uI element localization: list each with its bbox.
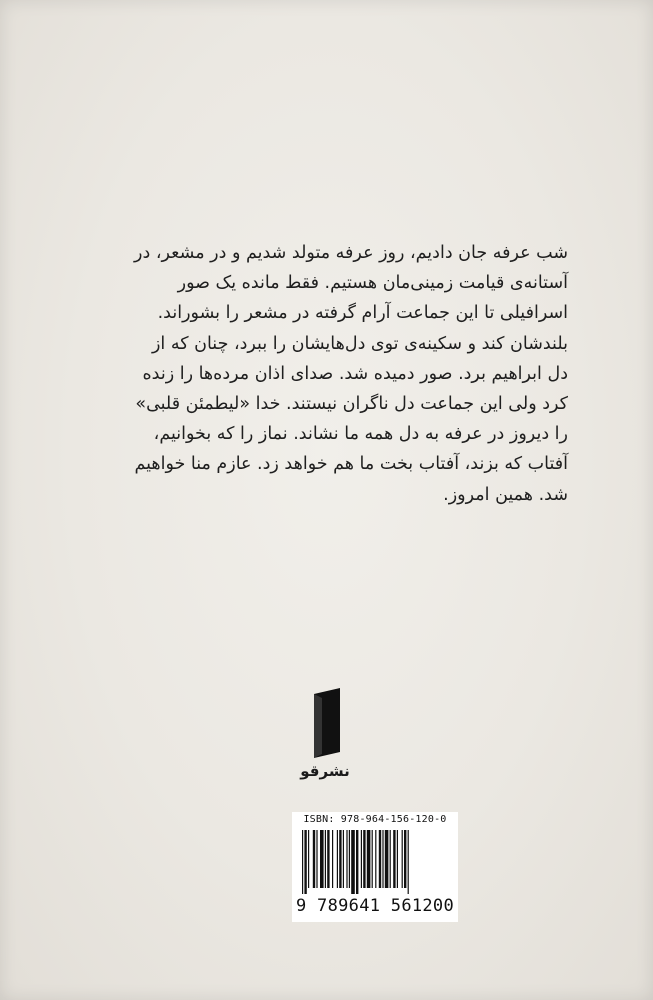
barcode-bar	[325, 830, 326, 888]
blurb-line: آستانه‌ی قیامت زمینی‌مان هستیم. فقط مانده یک صور	[177, 273, 568, 294]
blurb-line: کرد ولی این جماعت دل ناگران نیستند. خدا «لیطمئن قلبی»	[135, 394, 568, 415]
barcode-bar	[393, 830, 395, 888]
blurb-line: آفتاب که بزند، آفتاب بخت ما هم خواهد زد. عازم منا خواهیم	[134, 454, 568, 475]
barcode-bar	[356, 830, 358, 894]
barcode-bar	[379, 830, 381, 888]
barcode-bar	[397, 830, 398, 888]
ean-digits: 9 789641 561200	[295, 896, 455, 916]
blurb-line: بلندشان کند و سکینه‌ی توی دل‌هایشان را ببرد، چنان که از	[151, 333, 568, 354]
blurb-line: دل ابراهیم برد. صور دمیده شد. صدای اذان مرده‌ها را زنده	[142, 363, 568, 384]
barcode-label	[292, 812, 458, 922]
barcode-bar	[346, 830, 347, 888]
barcode-bar	[361, 830, 362, 888]
barcode-bar	[304, 830, 306, 894]
barcode-bar	[343, 830, 344, 888]
barcode-bar	[332, 830, 333, 888]
blurb-line: را دیروز در عرفه به دل همه ما نشاند. نماز را که بخوانیم،	[153, 424, 568, 445]
barcode-bar	[385, 830, 389, 888]
back-cover-blurb	[108, 238, 568, 510]
barcode-bar	[313, 830, 315, 888]
barcode-bars	[300, 830, 450, 894]
blurb-line: اسرافیلی تا این جماعت آرام گرفته در مشعر را بشوراند.	[157, 303, 568, 324]
barcode-bar	[404, 830, 406, 888]
barcode-bar	[375, 830, 376, 888]
barcode-bar	[302, 830, 303, 894]
barcode-bar	[337, 830, 338, 888]
barcode-bar	[316, 830, 317, 888]
barcode-bar	[367, 830, 371, 888]
barcode-bar	[408, 830, 409, 894]
publisher-logo-icon	[300, 688, 350, 758]
isbn-number: ISBN: 978-964-156-120-0	[303, 814, 447, 825]
publisher-name: نشرقو	[300, 762, 350, 780]
barcode-bar	[363, 830, 365, 888]
barcode-bar	[402, 830, 403, 888]
barcode-bar	[351, 830, 355, 894]
barcode-bar	[390, 830, 391, 888]
blurb-line: شد. همین امروز.	[443, 484, 568, 505]
barcode-bar	[320, 830, 324, 888]
blurb-line: شب عرفه جان دادیم، روز عرفه متولد شدیم و در مشعر، در	[134, 243, 568, 263]
barcode-bar	[372, 830, 373, 888]
barcode-bar	[327, 830, 329, 888]
barcode-bar	[349, 830, 350, 888]
barcode-bar	[339, 830, 341, 888]
barcode-bar	[382, 830, 383, 888]
barcode-bar	[308, 830, 309, 888]
